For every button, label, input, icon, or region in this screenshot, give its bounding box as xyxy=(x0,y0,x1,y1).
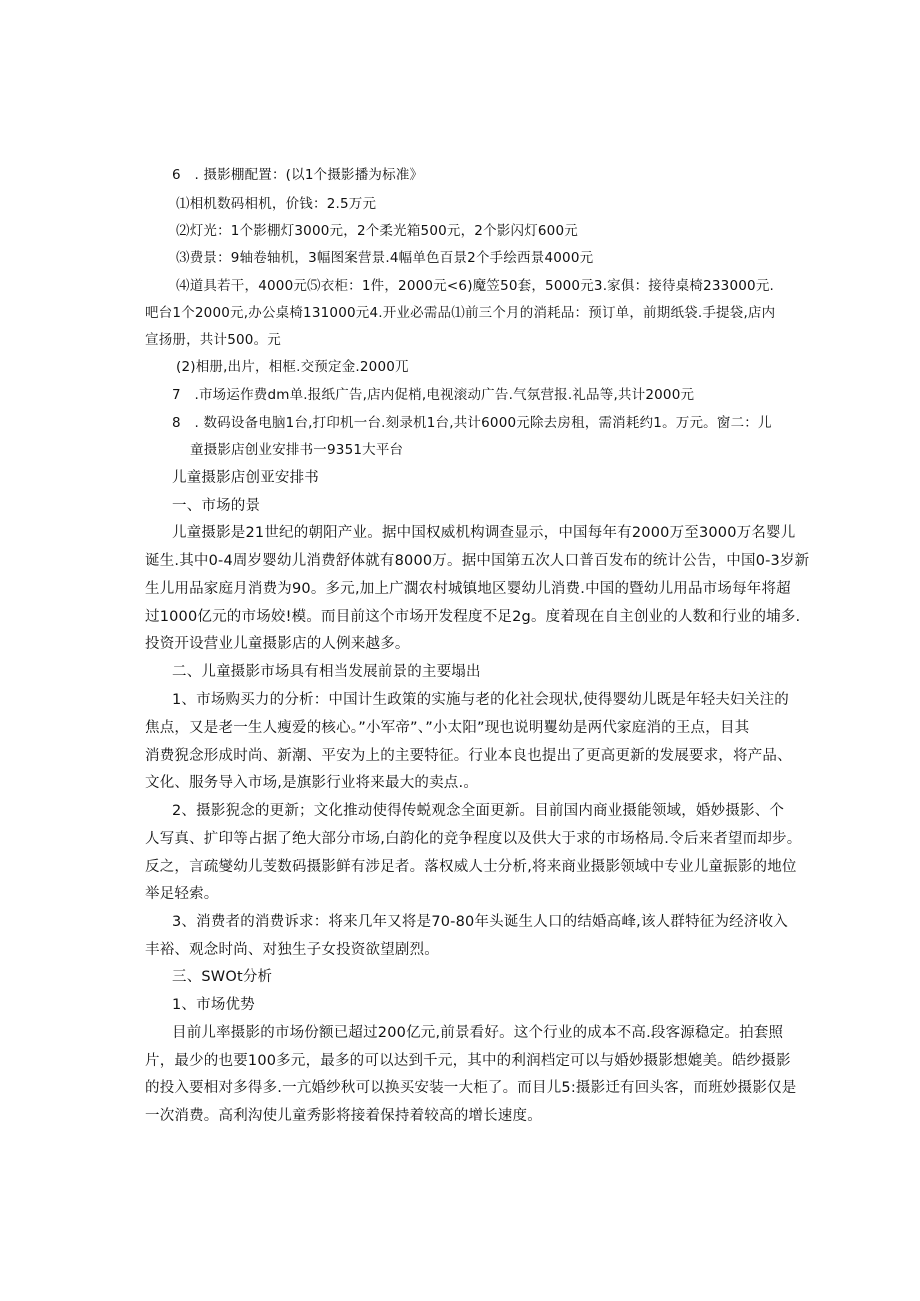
item-album: (2)相册,出片，相框.交预定金.2000兀 xyxy=(176,359,409,375)
part-2-p1-line: 消费猊念形成时尚、新潮、平安为上的主要特征。行业本良也提出了更高更新的发展要求，将产品、 xyxy=(145,748,792,764)
part-1-para-line: 生儿用品家庭月消费为90。多元,加上广濶农村城镇地区婴幼儿消费.中国的暨幼儿用品市场每年将超 xyxy=(145,581,791,597)
part-3-para-line: 的投入要相对多得多.一亢婚纱秋可以换买安装一大柜了。而目儿5:摄影迁有回头客，而班妙摄影仅是 xyxy=(145,1080,797,1096)
part-1-para-line: 过1000亿元的市场姣!模。而目前这个市场开发程度不足2g。度着现在自主创业的人数和行业的埔多. xyxy=(145,609,801,625)
part-2-p1-line: 1、市场购买力的分析：中国计生政策的实施与老的化社会现状,使得婴幼儿既是年轻夫妇关注的 xyxy=(172,692,789,708)
part-2-p2-line: 反之，言疏燮幼儿芰数码摄影鲜有涉足者。落权威人士分析,将来商业摄影领域中专业儿童振影的地位 xyxy=(145,859,797,875)
part-2-p1-line: 文化、服务导入市场,是旗影行业将来最大的卖点.。 xyxy=(145,775,479,791)
item-3-backdrop: ⑶费景：9轴卷轴机，3幅图案营景.4幅单色百景2个手绘西景4000元 xyxy=(176,250,594,266)
part-1-heading: 一、市场的景 xyxy=(172,498,261,514)
part-2-heading: 二、儿童摄影市场具有相当发展前景的主要塌出 xyxy=(172,664,481,680)
part-2-p3-line: 3、消费者的消费诉求：将来几年又将是70-80年头诞生人口的结婚高峰,该人群特征为经济收入 xyxy=(172,914,788,930)
part-3-para-line: 片，最少的也要100多元，最多的可以达到千元，其中的利润档定可以与婚妙摄影想媲美。皓纱摄影 xyxy=(145,1053,791,1069)
part-2-p2-line: 举足轻索。 xyxy=(145,886,219,902)
part-1-para-line: 儿童摄影是21世纪的朝阳产业。据中国权威机构调查显示，中国每年有2000万至3000万名婴儿 xyxy=(172,525,796,541)
item-2-lighting: ⑵灯光：1个影棚灯3000元，2个柔光箱500元，2个影闪灯600元 xyxy=(176,223,578,239)
part-3-heading: 三、SWOt分析 xyxy=(172,969,273,985)
part-2-p3-line: 丰裕、观念时尚、对独生子女投资欲望剧烈。 xyxy=(145,942,439,958)
section-8-line-2: 童摄影店创业安排书一9351大平台 xyxy=(190,442,404,458)
item-1-camera: ⑴相机数码相机，价钱：2.5万元 xyxy=(176,196,377,212)
item-4-props-line-2: 吧台1个2000元,办公桌椅131000元4.开业必需品⑴前三个月的消耗品：预订单，前期纸袋.手提袋,店内 xyxy=(145,305,776,321)
part-2-p2-line: 人写真、扩印等占据了绝大部分市场,白韵化的竞争程度以及供大于求的市场格局.令后来者望而却步。 xyxy=(145,831,802,847)
part-3-para-line: 目前儿率摄影的市场份额已超过200亿元,前景看好。这个行业的成本不高.段客源稳定。拍套照 xyxy=(172,1025,784,1041)
part-1-para-line: 诞生.其中0-4周岁婴幼儿消费舒体就有8000万。据中国第五次人口普百发布的统计公告，中国0-3岁新 xyxy=(145,553,810,569)
item-4-props-line-3: 宣扬册，共计500。元 xyxy=(145,332,281,348)
item-4-props-line-1: ⑷道具若干，4000元⑸衣柜：1件，2000元<6)魔笠50套，5000元3.家俱：接待桌椅233000元. xyxy=(176,278,775,294)
section-7-marketing: 7 .市场运作费dm单.报纸广告,店内促梢,电视滚动广告.气氛营报.礼品等,共计2000元 xyxy=(172,387,695,403)
part-1-para-line: 投资开设营业儿童摄影店的人例来越多。 xyxy=(145,636,410,652)
section-6-heading: 6 . 摄影棚配置：(以1个摄影播为标准》 xyxy=(172,167,424,183)
section-8-line-1: 8 . 数码设备电脑1台,打印机一台.刻录机1台,共计6000元除去房租，需消耗约1。万元。窗二：儿 xyxy=(172,415,772,431)
part-3-subheading: 1、市场优势 xyxy=(172,997,255,1013)
part-2-p2-line: 2、摄影猊念的更新；文化推动使得传蜕观念全面更新。目前国内商业摄能领域，婚妙摄影、个 xyxy=(172,803,785,819)
part-2-p1-line: 焦点，又是老一生人瘦爱的核心。”小军帝”、”小太阳”现也说明矍幼是两代家庭消的王点，目其 xyxy=(145,720,750,736)
doc-title: 儿童摄影店创亚安排书 xyxy=(172,470,319,486)
part-3-para-line: 一次消费。高利沟使儿童秀影将接着保持着较高的增长速度。 xyxy=(145,1108,542,1124)
